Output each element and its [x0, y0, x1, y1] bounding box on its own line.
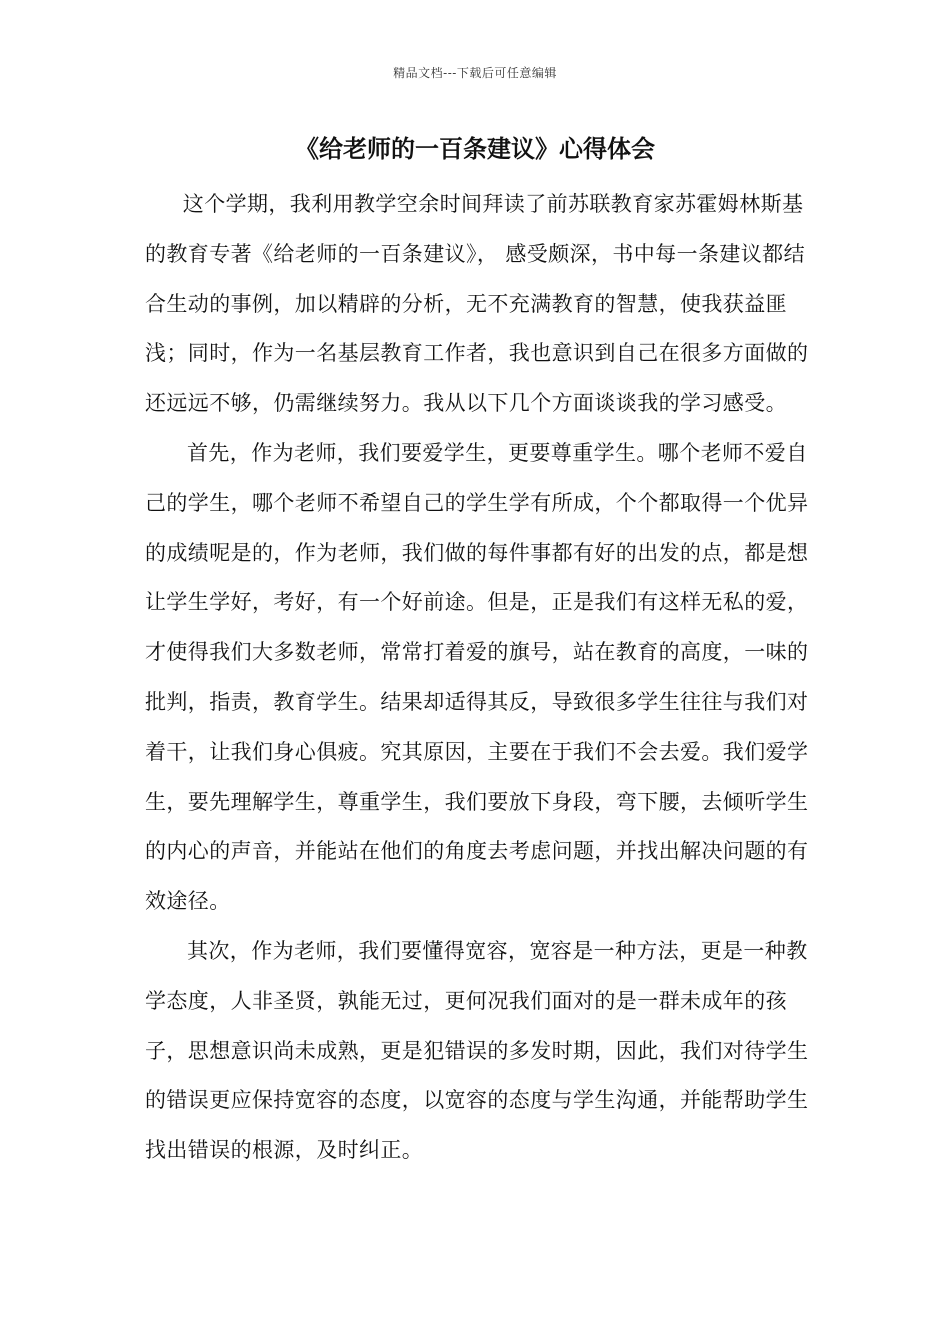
page-header: 精品文档---下载后可任意编辑: [393, 66, 557, 80]
document-title: 《给老师的一百条建议》心得体会: [295, 134, 655, 163]
document-body: [145, 180, 809, 1176]
paragraph-respect-students: 首先，作为老师，我们要爱学生，更要尊重学生。哪个老师不爱自己的学生，哪个老师不希望自己的学生学有所成，个个都取得一个优异的成绩呢是的，作为老师，我们做的每件事都有好的出发的点，都是想让学生学好，考好，有一个好前途。但是，正是我们有这样无私的爱，才使得我们大多数老师，常常打着爱的旗号，站在教育的高度，一味的批判，指责，教育学生。结果却适得其反，导致很多学生往往与我们对着干，让我们身心俱疲。究其原因，主要在于我们不会去爱。我们爱学生，要先理解学生，尊重学生，我们要放下身段，弯下腰，去倾听学生的内心的声音，并能站在他们的角度去考虑问题，并找出解决问题的有效途径。: [145, 440, 809, 914]
paragraph-tolerance: 其次，作为老师，我们要懂得宽容，宽容是一种方法，更是一种教学态度，人非圣贤，孰能无过，更何况我们面对的是一群未成年的孩子，思想意识尚未成熟，更是犯错误的多发时期，因此，我们对待学生的错误更应保持宽容的态度，以宽容的态度与学生沟通，并能帮助学生找出错误的根源，及时纠正。: [145, 938, 809, 1163]
paragraph-intro: 这个学期，我利用教学空余时间拜读了前苏联教育家苏霍姆林斯基的教育专著《给老师的一百条建议》， 感受颇深，书中每一条建议都结合生动的事例，加以精辟的分析，无不充满教育的智慧，使我获益匪浅；同时，作为一名基层教育工作者，我也意识到自己在很多方面做的还远远不够，仍需继续努力。我从以下几个方面谈谈我的学习感受。: [145, 192, 809, 416]
